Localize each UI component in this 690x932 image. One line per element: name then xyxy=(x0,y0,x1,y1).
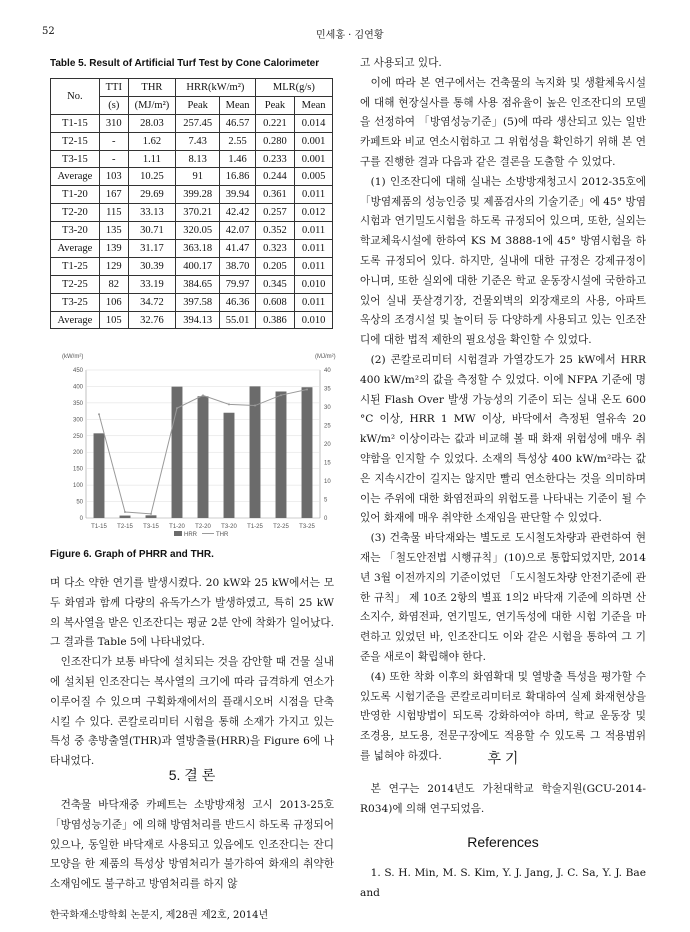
x-tick-label: T2-20 xyxy=(195,524,211,530)
table-cell: 34.72 xyxy=(128,293,175,311)
row-label: T3-20 xyxy=(51,222,100,240)
table-cell: 167 xyxy=(99,186,128,204)
table-cell: 0.011 xyxy=(295,257,333,275)
left-tick-label: 150 xyxy=(72,466,83,473)
x-tick-label: T3-20 xyxy=(221,524,237,530)
table-cell: 363.18 xyxy=(175,240,219,258)
table-cell: 30.39 xyxy=(128,257,175,275)
table-row xyxy=(51,150,333,168)
table-cell: 1.46 xyxy=(220,150,255,168)
thr-point xyxy=(280,394,282,396)
row-label: T3-25 xyxy=(51,293,100,311)
unit-thr: (MJ/m²) xyxy=(128,96,175,114)
left-axis-label: (kW/m²) xyxy=(62,354,84,360)
right-tick-label: 5 xyxy=(324,497,328,504)
table-cell: 0.010 xyxy=(295,311,333,329)
unit-mlr-peak: Peak xyxy=(255,96,294,114)
row-label: T1-20 xyxy=(51,186,100,204)
paragraph: 고 사용되고 있다. xyxy=(360,57,442,69)
table-cell: 0.010 xyxy=(295,275,333,293)
table-cell: 32.76 xyxy=(128,311,175,329)
table-cell: 2.55 xyxy=(220,132,255,150)
table-cell: 310 xyxy=(99,114,128,132)
row-label: Average xyxy=(51,168,100,186)
table-cell: 38.70 xyxy=(220,257,255,275)
table-cell: 28.03 xyxy=(128,114,175,132)
row-label: T1-25 xyxy=(51,257,100,275)
left-tick-label: 250 xyxy=(72,433,83,440)
left-tick-label: 0 xyxy=(79,516,83,522)
row-label: T3-15 xyxy=(51,150,100,168)
x-tick-label: T2-25 xyxy=(273,524,289,530)
acknowledgement-text xyxy=(360,780,646,820)
table-cell: 135 xyxy=(99,222,128,240)
table-cell: 399.28 xyxy=(175,186,219,204)
paragraph: (4) 또한 착화 이후의 화염확대 및 열방출 특성을 평가할 수 있도록 시험기준을 콘칼로리미터로 확대하여 실제 화재현상을 반영한 시험방법이 되도록 강화하여야 하며, 학교 운동장 및 조경용, 보도용, 전문구장에도 적용할 수 있도록 그 적용범위를 넓혀야 하겠다. xyxy=(360,670,646,762)
table-row xyxy=(51,240,333,258)
table-cell: 0.014 xyxy=(295,114,333,132)
table-cell: 42.42 xyxy=(220,204,255,222)
table-cell: 129 xyxy=(99,257,128,275)
x-tick-label: T1-20 xyxy=(169,524,185,530)
table-cell: - xyxy=(99,132,128,150)
thr-point xyxy=(306,389,308,391)
table-cell: 0.011 xyxy=(295,222,333,240)
thr-point xyxy=(150,513,152,515)
table-cell: 46.36 xyxy=(220,293,255,311)
right-tick-label: 30 xyxy=(324,405,331,411)
left-tick-label: 450 xyxy=(72,368,83,374)
row-label: T1-15 xyxy=(51,114,100,132)
thr-point xyxy=(98,413,100,415)
table-row xyxy=(51,168,333,186)
acknowledgement-heading: 후 기 xyxy=(487,750,519,766)
col-header-hrr: HRR(kW/m²) xyxy=(175,79,255,97)
paragraph: (3) 건축물 바닥재와는 별도로 도시철도차량과 관련하여 현재는 「철도안전법 시행규칙」(10)으로 통합되었지만, 2014년 3월 이전까지의 기준이었던 「도시철도차량 안전기준에 관한 규칙」 제 10조 2항의 별표 1의2 바닥재 기준에 의하면 산소지수, 화염전파, 연기밀도, 연기독성에 대한 시험 기준을 마련하고 있었던 바, 인조잔디도 이와 같은 시험을 통하여 그 기준을 새로이 확립해야 한다. xyxy=(360,532,646,663)
right-tick-label: 15 xyxy=(324,460,331,467)
right-tick-label: 20 xyxy=(324,442,331,448)
left-tick-label: 300 xyxy=(72,417,83,424)
table-cell: 0.012 xyxy=(295,204,333,222)
table-cell: 139 xyxy=(99,240,128,258)
figure-caption: Figure 6. Graph of PHRR and THR. xyxy=(50,549,214,560)
paragraph: 본 연구는 2014년도 가천대학교 학술지원(GCU-2014-R034)에 의해 연구되었음. xyxy=(360,783,646,815)
table-cell: 41.47 xyxy=(220,240,255,258)
x-tick-label: T2-15 xyxy=(117,524,133,530)
table-cell: 7.43 xyxy=(175,132,219,150)
left-body-text xyxy=(50,574,334,772)
table-cell: 1.11 xyxy=(128,150,175,168)
thr-point xyxy=(176,407,178,409)
col-header-no: No. xyxy=(51,79,100,115)
table-cell: 0.257 xyxy=(255,204,294,222)
table-caption: Table 5. Result of Artificial Turf Test by Cone Calorimeter xyxy=(50,58,320,69)
table-cell: 16.86 xyxy=(220,168,255,186)
col-header-tti: TTI xyxy=(99,79,128,97)
row-label: T2-20 xyxy=(51,204,100,222)
paragraph: 인조잔디가 보통 바닥에 설치되는 것을 감안할 때 건물 실내에 설치된 인조잔디는 복사열의 크기에 따라 급격하게 연소가 이루어질 수 있으며 구획화재에서의 플래시오버 시점을 단축시킬 수 있다. 콘칼로리미터 시험을 통해 소재가 가지고 있는 특성 중 총방출열(THR)과 열방출률(HRR)을 Figure 6에 나타내었다. xyxy=(50,656,334,768)
row-label: T2-25 xyxy=(51,275,100,293)
page-number: 52 xyxy=(42,26,55,37)
table-cell: 400.17 xyxy=(175,257,219,275)
right-tick-label: 40 xyxy=(324,368,331,374)
table-cell: 0.001 xyxy=(295,150,333,168)
table-cell: 33.13 xyxy=(128,204,175,222)
paragraph: 며 다소 약한 연기를 발생시켰다. 20 kW와 25 kW에서는 모두 화염과 함께 다량의 유독가스가 발생하였고, 특히 25 kW의 복사열을 받은 인조잔디는 평균 2분 안에 착화가 일어났다. 그 결과를 Table 5에 나타내었다. xyxy=(50,577,334,649)
table-cell: 33.19 xyxy=(128,275,175,293)
x-tick-label: T1-15 xyxy=(91,524,107,530)
table-cell: 31.17 xyxy=(128,240,175,258)
table-row xyxy=(51,311,333,329)
table-cell: 39.94 xyxy=(220,186,255,204)
table-cell: 0.608 xyxy=(255,293,294,311)
phrr-thr-chart xyxy=(62,348,348,540)
table-cell: 0.361 xyxy=(255,186,294,204)
table-cell: 257.45 xyxy=(175,114,219,132)
unit-hrr-mean: Mean xyxy=(220,96,255,114)
table-cell: 0.233 xyxy=(255,150,294,168)
references-heading: References xyxy=(467,834,539,850)
hrr-bar xyxy=(146,515,157,518)
table-cell: 1.62 xyxy=(128,132,175,150)
hrr-bar xyxy=(94,433,105,518)
conclusion-left-text xyxy=(50,796,334,895)
table-cell: - xyxy=(99,150,128,168)
right-tick-label: 0 xyxy=(324,516,328,522)
right-tick-label: 10 xyxy=(324,479,331,485)
table-cell: 79.97 xyxy=(220,275,255,293)
row-label: Average xyxy=(51,311,100,329)
table-cell: 394.13 xyxy=(175,311,219,329)
table-cell: 10.25 xyxy=(128,168,175,186)
thr-point xyxy=(254,405,256,407)
thr-point xyxy=(202,394,204,396)
table-row xyxy=(51,275,333,293)
table-cell: 0.345 xyxy=(255,275,294,293)
paragraph: 이에 따라 본 연구에서는 건축물의 녹지화 및 생활체육시설에 대해 현장실사를 통해 사용 점유율이 높은 인조잔디의 모델을 선정하여 「방염성능기준」(5)에 따라 생산되고 있는 일반 카페트와 비교 연소시험하고 그 위험성을 확인하기 위해 본 연구를 진행한 결과 다음과 같은 결론을 도출할 수 있었다. xyxy=(360,76,646,168)
table-cell: 0.386 xyxy=(255,311,294,329)
reference-item xyxy=(360,864,646,904)
col-header-mlr: MLR(g/s) xyxy=(255,79,332,97)
table-row xyxy=(51,293,333,311)
table-row xyxy=(51,114,333,132)
table-cell: 0.280 xyxy=(255,132,294,150)
table-cell: 0.011 xyxy=(295,293,333,311)
x-tick-label: T3-15 xyxy=(143,524,159,530)
unit-hrr-peak: Peak xyxy=(175,96,219,114)
right-body-text xyxy=(360,54,646,767)
legend-hrr-label: HRR xyxy=(184,532,197,538)
running-header-authors: 민세홍 · 김연황 xyxy=(316,30,384,41)
table-cell: 0.205 xyxy=(255,257,294,275)
table-cell: 115 xyxy=(99,204,128,222)
table-cell: 42.07 xyxy=(220,222,255,240)
left-tick-label: 200 xyxy=(72,450,83,457)
results-table xyxy=(50,78,333,329)
table-cell: 320.05 xyxy=(175,222,219,240)
left-tick-label: 350 xyxy=(72,400,83,407)
left-tick-label: 50 xyxy=(76,499,83,506)
table-cell: 0.011 xyxy=(295,240,333,258)
table-cell: 0.352 xyxy=(255,222,294,240)
table-cell: 0.323 xyxy=(255,240,294,258)
table-cell: 106 xyxy=(99,293,128,311)
hrr-bar xyxy=(224,413,235,518)
legend-thr-label: THR xyxy=(216,532,229,538)
conclusion-heading: 5. 결 론 xyxy=(168,767,216,783)
table-row xyxy=(51,132,333,150)
x-tick-label: T3-25 xyxy=(299,524,315,530)
thr-point xyxy=(124,511,126,513)
table-cell: 91 xyxy=(175,168,219,186)
reference-1: 1. S. H. Min, M. S. Kim, Y. J. Jang, J. C. Sa, Y. J. Bae and xyxy=(360,867,646,899)
table-cell: 370.21 xyxy=(175,204,219,222)
table-cell: 0.001 xyxy=(295,132,333,150)
table-cell: 103 xyxy=(99,168,128,186)
table-row xyxy=(51,222,333,240)
x-tick-label: T1-25 xyxy=(247,524,263,530)
unit-mlr-mean: Mean xyxy=(295,96,333,114)
table-row xyxy=(51,204,333,222)
legend-hrr-swatch xyxy=(174,531,182,536)
table-cell: 0.005 xyxy=(295,168,333,186)
table-cell: 0.221 xyxy=(255,114,294,132)
right-axis-label: (MJ/m²) xyxy=(315,354,336,360)
paragraph: 건축물 바닥재중 카페트는 소방방재청 고시 2013-25호 「방염성능기준」에 의해 방염처리를 반드시 하도록 규정되어 있으나, 동일한 바닥재로 사용되고 있음에도 인조잔디는 잔디모양을 한 제품의 특성상 방염처리가 불가하여 화재의 취약한 소재임에도 불구하고 방염처리를 하지 않 xyxy=(50,799,334,891)
row-label: T2-15 xyxy=(51,132,100,150)
table-cell: 55.01 xyxy=(220,311,255,329)
table-cell: 46.57 xyxy=(220,114,255,132)
col-header-thr: THR xyxy=(128,79,175,97)
paragraph: (1) 인조잔디에 대해 실내는 소방방재청고시 2012-35호에 「방염제품의 성능인증 및 제품검사의 기술기준」에 45° 방염시험과 연기밀도시험을 하도록 규정되어 있으며, 또한, 실외는 학교체육시설에 한하여 KS M 3888-1에 45° 방염시험을 하도록 규정되어 있다. 하지만, 실내에 대한 규정은 강제규정이 아니며, 또한 실외에 대한 기준은 학교 운동장시설에 국한하고 있어 실내 풋살경기장, 건물외벽의 외장재로의 사용, 아파트 옥상의 조경시설 및 놀이터 등 다양하게 사용되고 있는 인조잔디에 대한 법적 제한의 필요성을 확인할 수 있었다. xyxy=(360,175,646,347)
table-cell: 8.13 xyxy=(175,150,219,168)
table-cell: 30.71 xyxy=(128,222,175,240)
table-cell: 384.65 xyxy=(175,275,219,293)
unit-tti: (s) xyxy=(99,96,128,114)
left-tick-label: 100 xyxy=(72,483,83,490)
hrr-bar xyxy=(198,396,209,518)
paragraph: (2) 콘칼로리미터 시험결과 가열강도가 25 kW에서 HRR 400 kW/m²의 값을 측정할 수 있었다. 이에 NFPA 기준에 명시된 Flash Over 발생 가능성의 기준이 되는 실내 온도 600 °C 이상, HRR 1 MW 이상, 바닥에서 측정된 열유속 20 kW/m² 이상이라는 값과 비교해 볼 때 화재 위험성에 매우 취약함을 인지할 수 있었다. 소재의 특성상 400 kW/m²라는 값은 지속시간이 길지는 않지만 빨리 연소한다는 것을 의미하며 이는 주위에 대한 화염전파의 위험도를 나타내는 기준이 될 수 있어 화재에 매우 취약한 소재임을 판단할 수 있었다. xyxy=(360,353,646,525)
row-label: Average xyxy=(51,240,100,258)
table-cell: 82 xyxy=(99,275,128,293)
table-cell: 0.244 xyxy=(255,168,294,186)
footer-journal: 한국화재소방학회 논문지, 제28권 제2호, 2014년 xyxy=(50,910,269,921)
table-cell: 29.69 xyxy=(128,186,175,204)
thr-point xyxy=(228,403,230,405)
right-tick-label: 35 xyxy=(324,386,331,393)
hrr-bar xyxy=(276,391,287,518)
table-row xyxy=(51,257,333,275)
table-cell: 105 xyxy=(99,311,128,329)
table-cell: 397.58 xyxy=(175,293,219,311)
table-cell: 0.011 xyxy=(295,186,333,204)
right-tick-label: 25 xyxy=(324,423,331,430)
table-row xyxy=(51,186,333,204)
left-tick-label: 400 xyxy=(72,384,83,391)
hrr-bar xyxy=(302,387,313,518)
hrr-bar xyxy=(120,516,131,518)
